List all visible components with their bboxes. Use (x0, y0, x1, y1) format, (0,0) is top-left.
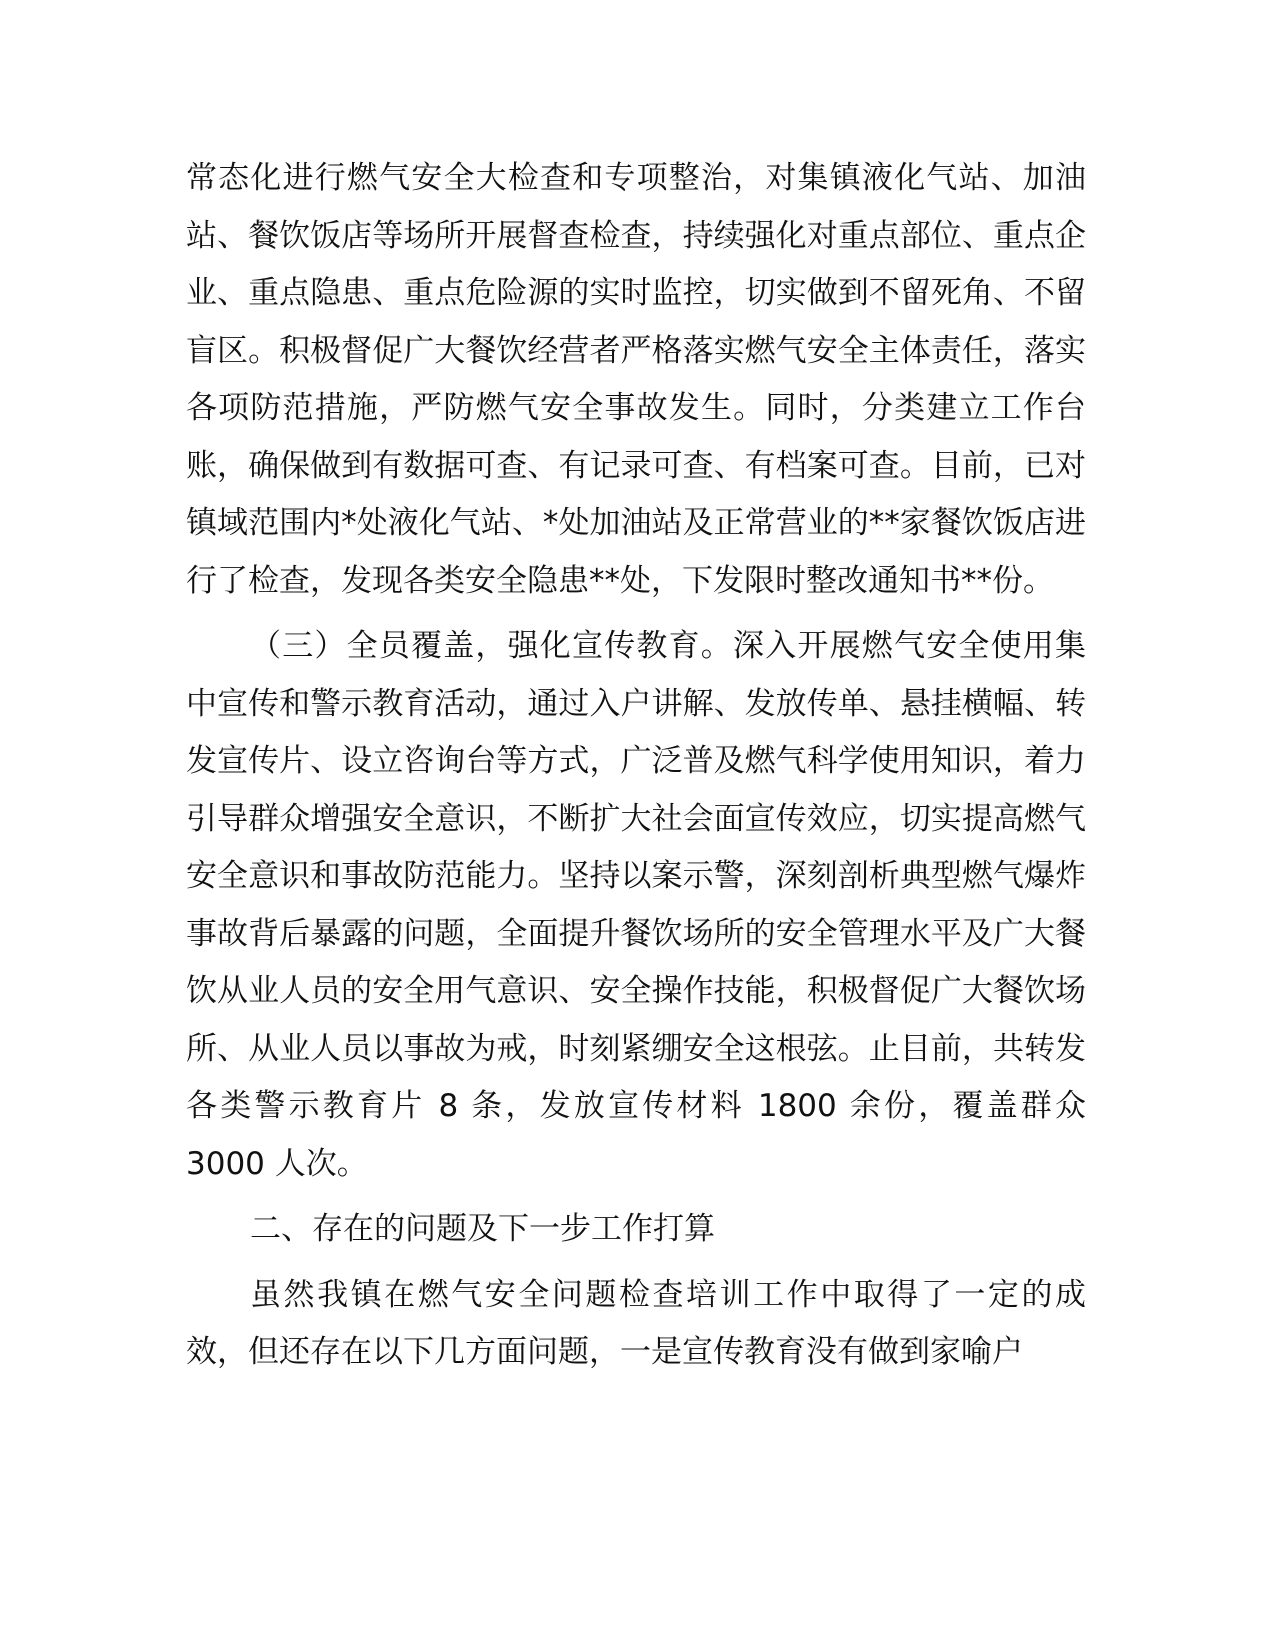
section-heading-problems: 二、存在的问题及下一步工作打算 (250, 1211, 715, 1247)
paragraph-problems: 虽然我镇在燃气安全问题检查培训工作中取得了一定的成效，但还存在以下几方面问题，一是宣传教育没有做到家喻户 (186, 1276, 1086, 1370)
paragraph-inspection: 常态化进行燃气安全大检查和专项整治，对集镇液化气站、加油站、餐饮饭店等场所开展督查检查，持续强化对重点部位、重点企业、重点隐患、重点危险源的实时监控，切实做到不留死角、不留盲区。积极督促广大餐饮经营者严格落实燃气安全主体责任，落实各项防范措施，严防燃气安全事故发生。同时，分类建立工作台账，确保做到有数据可查、有记录可查、有档案可查。目前，已对镇域范围内*处液化气站、*处加油站及正常营业的**家餐饮饭店进行了检查，发现各类安全隐患**处，下发限时整改通知书**份。 (186, 160, 1086, 599)
paragraph-publicity-education: （三）全员覆盖，强化宣传教育。深入开展燃气安全使用集中宣传和警示教育活动，通过入户讲解、发放传单、悬挂横幅、转发宣传片、设立咨询台等方式，广泛普及燃气科学使用知识，着力引导群众增强安全意识，不断扩大社会面宣传效应，切实提高燃气安全意识和事故防范能力。坚持以案示警，深刻剖析典型燃气爆炸事故背后暴露的问题，全面提升餐饮场所的安全管理水平及广大餐饮从业人员的安全用气意识、安全操作技能，积极督促广大餐饮场所、从业人员以事故为戒，时刻紧绷安全这根弦。止目前，共转发各类警示教育片 8 条，发放宣传材料 1800 余份，覆盖群众 3000 人次。 (186, 628, 1086, 1182)
document-body (186, 150, 1086, 1382)
